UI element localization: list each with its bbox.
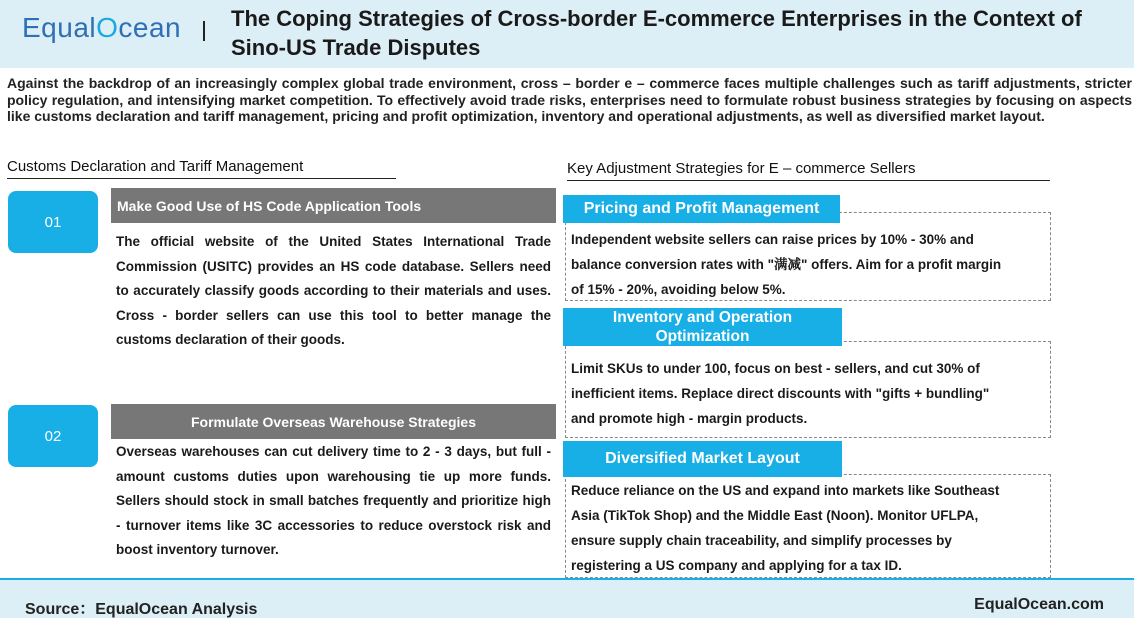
inventory-title-tab <box>563 308 842 346</box>
brand-logo[interactable] <box>22 12 181 44</box>
text-line: Asia (TikTok Shop) and the Middle East (Noon). Monitor UFLPA, <box>571 508 979 523</box>
hs-code-title: Make Good Use of HS Code Application Tools <box>117 197 422 214</box>
footer-bar <box>0 580 1134 618</box>
inventory-text <box>571 356 989 431</box>
text-line: ensure supply chain traceability, and simplify processes by <box>571 533 952 548</box>
step-number-badge: 01 <box>8 191 98 253</box>
left-section-heading: Customs Declaration and Tariff Management <box>7 158 396 179</box>
market-text <box>571 478 999 578</box>
hs-code-text: The official website of the United States International Trade Commission (USITC) provides an HS code database. Sellers need to accurately classify goods according to their materials and uses. Cross - border sellers can use this tool to better manage the customs declaration of their goods. <box>116 234 551 347</box>
warehouse-title: Formulate Overseas Warehouse Strategies <box>190 413 477 430</box>
market-title-tab <box>563 441 842 477</box>
warehouse-title-bar <box>111 404 556 439</box>
header-banner <box>0 0 1134 68</box>
right-section-heading: Key Adjustment Strategies for E – commerce Sellers <box>567 160 1050 181</box>
intro-paragraph: Against the backdrop of an increasingly complex global trade environment, cross – border e – commerce faces multiple challenges such as tariff adjustments, stricter policy regulation, and intensifying market competition. To effectively avoid trade risks, enterprises need to formulate robust business strategies by focusing on aspects like customs declaration and tariff management, pricing and profit optimization, inventory and operational adjustments, as well as diversified market layout. <box>7 75 1132 124</box>
text-line: balance conversion rates with "满减" offers. Aim for a profit margin <box>571 257 1002 272</box>
pricing-title-tab <box>563 195 840 223</box>
hs-code-title-bar <box>111 188 556 223</box>
page-title: The Coping Strategies of Cross-border E-commerce Enterprises in the Context of Sino-US Trade Disputes <box>231 6 1082 60</box>
text-line: of 15% - 20%, avoiding below 5%. <box>571 282 786 297</box>
text-line: and promote high - margin products. <box>571 411 808 426</box>
text-line: Independent website sellers can raise prices by 10% - 30% and <box>571 232 974 247</box>
header-separator <box>203 14 205 48</box>
site-link[interactable]: EqualOcean.com <box>974 596 1104 613</box>
pricing-title: Pricing and Profit Management <box>583 200 820 217</box>
text-line: Reduce reliance on the US and expand into markets like Southeast <box>571 483 1000 498</box>
logo-text-pre: Equal <box>22 12 97 43</box>
text-line: Limit SKUs to under 100, focus on best - sellers, and cut 30% of <box>571 361 980 376</box>
market-title: Diversified Market Layout <box>605 450 800 467</box>
inventory-title-line: Inventory and Operation <box>612 309 793 326</box>
source-label: Source：EqualOcean Analysis <box>25 601 258 618</box>
text-line: registering a US company and applying for a tax ID. <box>571 558 902 573</box>
step-number-badge: 02 <box>8 405 98 467</box>
logo-text-post: cean <box>118 12 182 43</box>
warehouse-text: Overseas warehouses can cut delivery time to 2 - 3 days, but full - amount customs duties upon warehousing tie up more funds. Sellers should stock in small batches frequently and prioritize high - turnover items like 3C accessories to reduce overstock risk and boost inventory turnover. <box>116 444 551 557</box>
text-line: inefficient items. Replace direct discounts with "gifts + bundling" <box>571 386 990 401</box>
logo-text-o: O <box>96 12 119 43</box>
pricing-text <box>571 227 1001 302</box>
inventory-title-line: Optimization <box>655 327 750 345</box>
